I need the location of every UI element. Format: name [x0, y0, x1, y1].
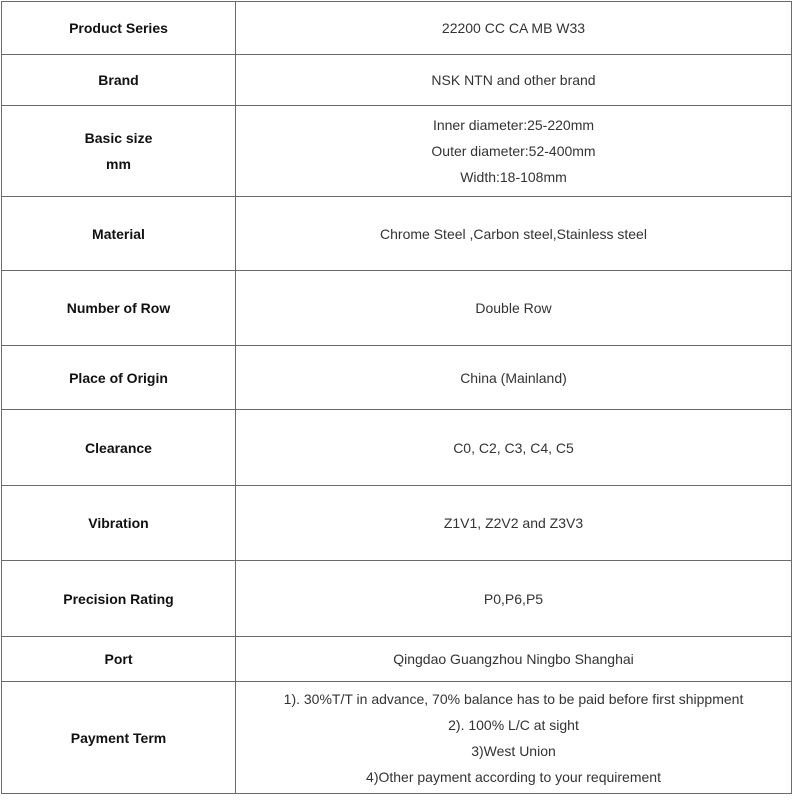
row-label: Place of Origin	[2, 346, 236, 410]
table-row-number-of-row	[2, 271, 792, 346]
row-label: Number of Row	[2, 271, 236, 346]
table-row-vibration	[2, 486, 792, 561]
table-row-brand	[2, 55, 792, 106]
row-value: 1). 30%T/T in advance, 70% balance has to be paid before first shippment 2). 100% L/C at sight 3)West Union 4)Other payment according to your requirement	[236, 682, 792, 794]
row-value: 22200 CC CA MB W33	[236, 2, 792, 55]
row-label: Clearance	[2, 410, 236, 486]
row-value: C0, C2, C3, C4, C5	[236, 410, 792, 486]
row-label: Payment Term	[2, 682, 236, 794]
row-value: Z1V1, Z2V2 and Z3V3	[236, 486, 792, 561]
row-value: Double Row	[236, 271, 792, 346]
row-label: Brand	[2, 55, 236, 106]
row-label: Vibration	[2, 486, 236, 561]
row-label: Precision Rating	[2, 561, 236, 637]
table-row-place-of-origin	[2, 346, 792, 410]
row-value: China (Mainland)	[236, 346, 792, 410]
row-label: Material	[2, 197, 236, 271]
row-label: Port	[2, 637, 236, 682]
table-row-clearance	[2, 410, 792, 486]
table-row-basic-size	[2, 106, 792, 197]
product-spec-table	[1, 1, 792, 794]
table-row-material	[2, 197, 792, 271]
table-row-payment-term	[2, 682, 792, 794]
row-value: P0,P6,P5	[236, 561, 792, 637]
row-value: Inner diameter:25-220mm Outer diameter:52-400mm Width:18-108mm	[236, 106, 792, 197]
table-row-precision-rating	[2, 561, 792, 637]
row-value: NSK NTN and other brand	[236, 55, 792, 106]
row-value: Chrome Steel ,Carbon steel,Stainless steel	[236, 197, 792, 271]
row-value: Qingdao Guangzhou Ningbo Shanghai	[236, 637, 792, 682]
table-row-product-series	[2, 2, 792, 55]
row-label: Basic size mm	[2, 106, 236, 197]
table-row-port	[2, 637, 792, 682]
row-label: Product Series	[2, 2, 236, 55]
